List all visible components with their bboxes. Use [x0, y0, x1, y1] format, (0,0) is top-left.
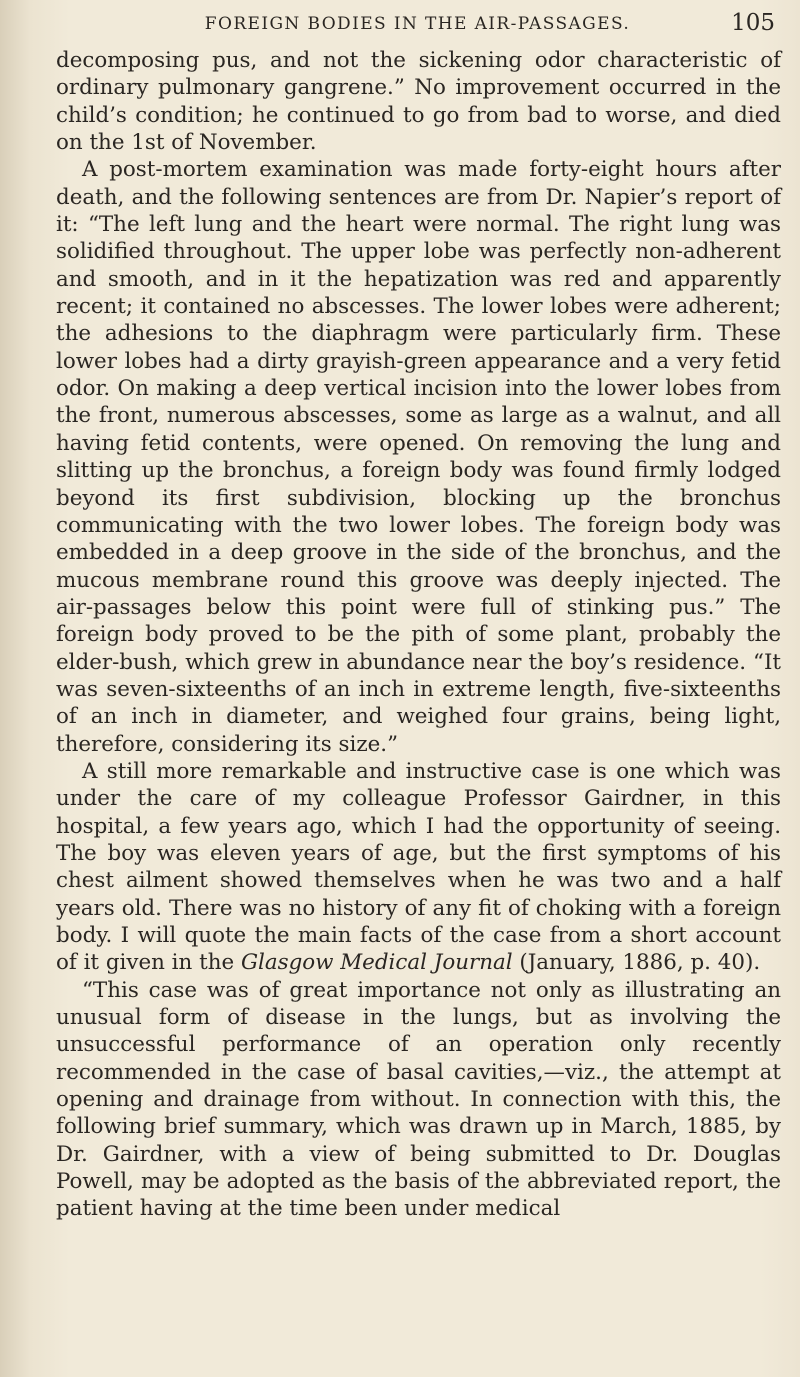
running-head: FOREIGN BODIES IN THE AIR-PASSAGES.: [204, 14, 631, 34]
body-text: [56, 47, 781, 1223]
paragraph-gairdner-text: A still more remarkable and instructive case is one which was under the care of my colleague Professor Gairdner, in this hospital, a few years ago, which I had the opportunity of seeing. The boy was eleven years of age, but the first symptoms of his chest ailment showed themselves when he was two and a half years old. There was no history of any fit of choking with a foreign body. I will quote the main facts of the case from a short account of it given in the: [56, 758, 781, 976]
paragraph-post-mortem: A post-mortem examination was made forty-eight hours after death, and the following sentences are from Dr. Napier’s report of it: “The left lung and the heart were normal. The right lung was solidified throughout. The upper lobe was perfectly non-adherent and smooth, and in it the hepatization was red and apparently recent; it contained no abscesses. The lower lobes were adherent; the adhesions to the diaphragm were particularly firm. These lower lobes had a dirty grayish-green appearance and a very fetid odor. On making a deep vertical incision into the lower lobes from the front, numerous abscesses, some as large as a walnut, and all having fetid contents, were opened. On removing the lung and slitting up the bronchus, a foreign body was found firmly lodged beyond its first subdivision, blocking up the bronchus communicating with the two lower lobes. The foreign body was embedded in a deep groove in the side of the bronchus, and the mucous membrane round this groove was deeply injected. The air-passages below this point were full of stinking pus.” The foreign body proved to be the pith of some plant, probably the elder-bush, which grew in abundance near the boy’s residence. “It was seven-sixteenths of an inch in extreme length, five-sixteenths of an inch in diameter, and weighed four grains, being light, therefore, considering its size.”: [56, 157, 781, 757]
journal-title: Glasgow Medical Journal: [240, 950, 513, 976]
paragraph-gairdner-citation: (January, 1886, p. 40).: [512, 950, 761, 976]
paragraph-continuation: decomposing pus, and not the sickening odor characteristic of ordinary pulmonary gangrene.” No improvement occurred in the child’s condition; he continued to go from bad to worse, and died on the 1st of November.: [56, 48, 781, 156]
page-number: 105: [731, 10, 775, 36]
paragraph-gairdner-case: [56, 758, 781, 977]
paragraph-quote: “This case was of great importance not only as illustrating an unusual form of disease in the lungs, but as involving the unsuccessful performance of an operation only recently recommended in the case of basal cavities,—viz., the attempt at opening and drainage from without. In connection with this, the following brief summary, which was drawn up in March, 1885, by Dr. Gairdner, with a view of being submitted to Dr. Douglas Powell, may be adopted as the basis of the abbreviated report, the patient having at the time been under medical: [56, 977, 781, 1222]
page-header: [110, 10, 775, 40]
